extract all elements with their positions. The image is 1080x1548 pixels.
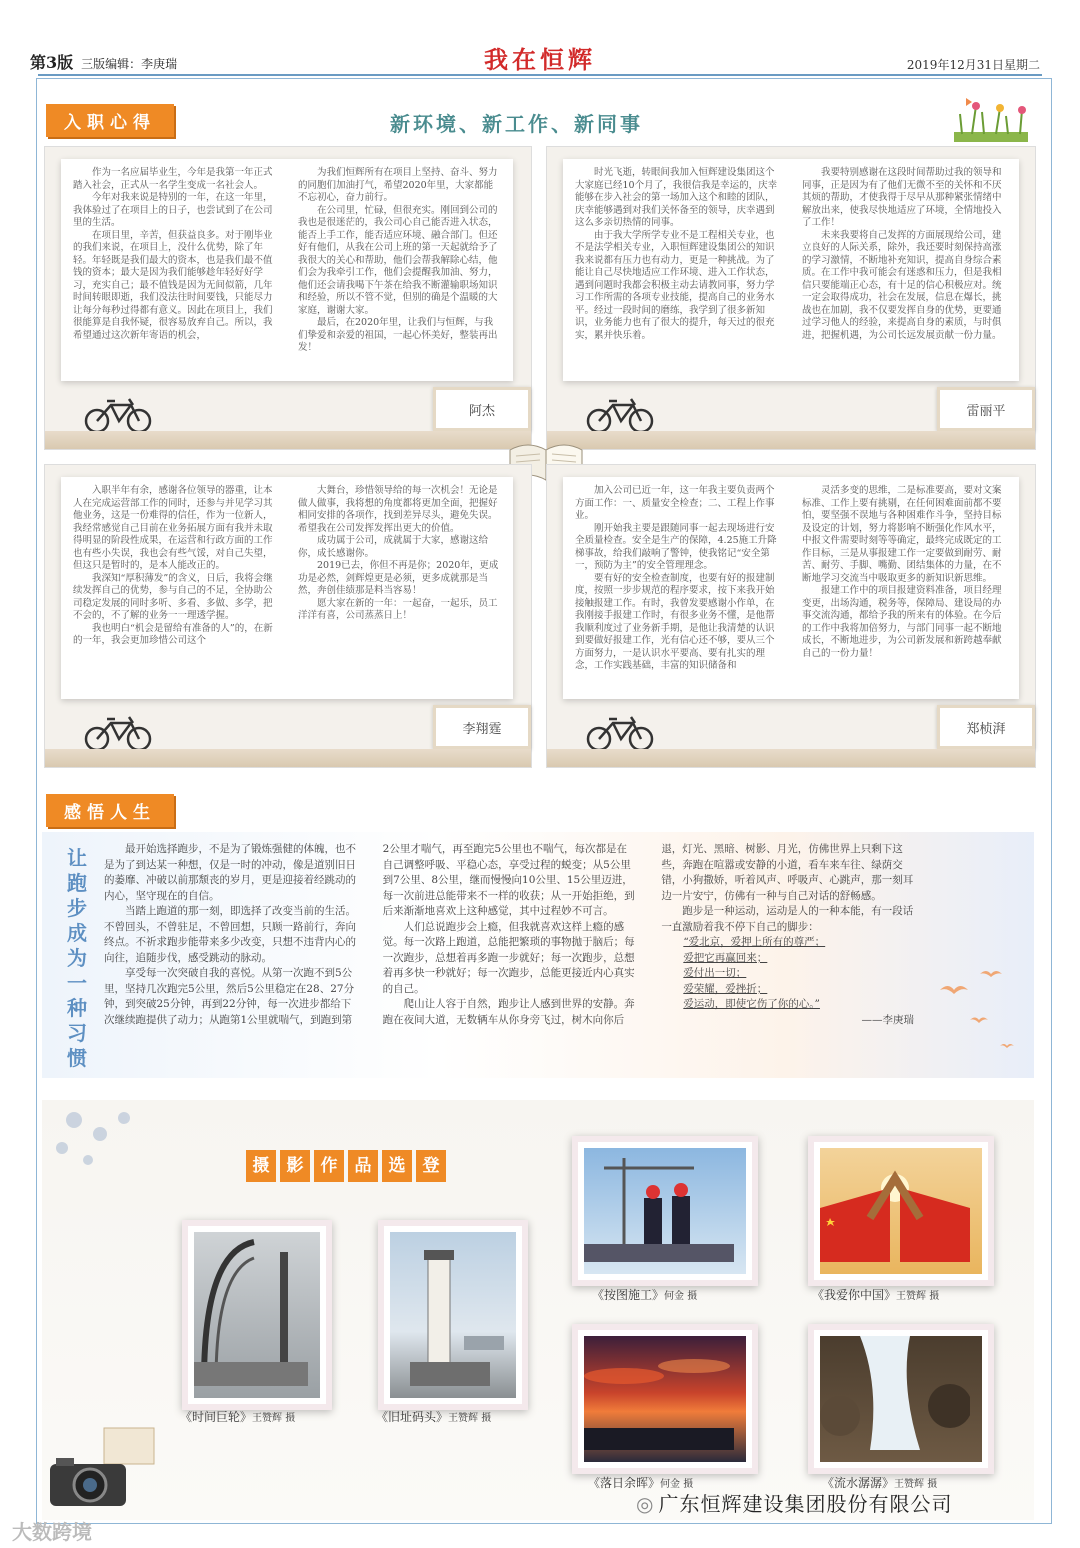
article-board-3 <box>44 464 532 768</box>
bicycle-icon <box>585 713 655 753</box>
poem-line: 爱把它再赢回来； <box>683 951 768 964</box>
photo-caption: 《流水潺潺》王赞辉 摄 <box>822 1476 938 1490</box>
section-tag-reflections: 感悟人生 <box>46 794 174 827</box>
flower-branch-decoration <box>44 1100 164 1180</box>
page-editor: 三版编辑：李庚瑞 <box>81 57 178 71</box>
bicycle-icon <box>585 395 655 435</box>
photo-construction <box>572 1136 758 1286</box>
author-sign: 阿杰 <box>433 387 531 431</box>
article-text-2: 时光飞逝，转眼间我加入恒辉建设集团这个大家庭已经10个月了，我很信我是幸运的，庆幸能够在步入社会的第一场加入这个和睦的团队，庆幸能够遇到对我们关怀备至的领导，庆幸遇到这么多亲切热情的同事。 由于我大学所学专业不是工程相关专业，也不是法学相关专业，入职恒辉建设集团公的知识我来说都有压力也有动力，更是一种挑战。为了能让自己尽快地适应工作环境、进入工作状态，遇到问题时我都会积极主动去请教同事，努力学习工作所需的各项专业技能，提高自己的业务水平。经过一段时间的磨练，我学到了很多新知识，业务能力也有了很大的提升，每天过的很充实，累并快乐着。 我要特别感谢在这段时间帮助过我的领导和同事，正是因为有了他们无微不至的关怀和不厌其烦的帮助，才使我得于尽早从那种紧张情绪中解放出来，使我尽快地适应了环境，全情地投入了工作！ 未来我要将自己发挥的方面展现给公司，建立良好的人际关系，除外，我还要时刻保持高涨的学习激情，不断地补充知识，提高自身综合素质。在工作中我可能会有迷惑和压力，但是我相信只要能端正心态，有十足的信心积极应对。统一定会取得成功，社会在发展，信息在爆长，挑战也在加剧，我不仅要发挥自身的优势，更要通过学习他人的经验，来提高自身的素质，与时俱进，把握机遇，为公司长远发展贡献一份力量。 <box>563 159 1019 381</box>
page-number: 第3版 三版编辑：李庚瑞 <box>30 53 178 72</box>
photo-section-title: 摄 影 作 品 选 登 <box>246 1150 446 1182</box>
photo-caption: 《按图施工》何金 摄 <box>592 1288 698 1302</box>
author-sign: 郑桢湃 <box>937 705 1035 749</box>
photo-sunset <box>572 1324 758 1474</box>
poem-line: 爱运动，即使它伤了你的心。” <box>683 998 820 1010</box>
article-board-1 <box>44 146 532 450</box>
article-board-2 <box>546 146 1036 450</box>
essay-author: ——李庚瑞 <box>861 1013 914 1026</box>
author-sign: 李翔霆 <box>433 705 531 749</box>
photo-caption: 《旧址码头》王赞辉 摄 <box>376 1410 492 1424</box>
camera-decoration <box>44 1420 164 1510</box>
photo-love-china <box>808 1136 994 1286</box>
page-title: 我在恒辉 <box>484 45 596 74</box>
bicycle-icon <box>83 713 153 753</box>
poem-line: “爱北京，爱押上所有的尊严； <box>683 936 826 948</box>
header-rule <box>38 74 1042 76</box>
footer-company: ◎ 广东恒辉建设集团股份有限公司 <box>636 1492 953 1516</box>
wechat-icon: ◎ <box>636 1492 655 1516</box>
article-text-4: 加入公司已近一年，这一年我主要负责两个方面工作：一、质量安全检查；二、工程上作事业。 刚开始我主要是跟随同事一起去现场进行安全质量检查。安全是生产的保障，4.25施工升降梯事故，给我们敲响了警钟，使我铭记“安全第一，预防为主”的安全管理理念。 要有好的安全检查制度，也要有好的报建制度，按照一步步规范的程序要求，按下来我开始接触报建工作。有时，我曾发要感谢小作单，在我刚接手报建工作时，有很多业务不懂，是他帮我顺利度过了业务新手期，是他让我清楚的认识到要做好报建工作，光有信心还不够，要从三个方面努力，一是认识水平要高、要有扎实的理念，工作实践基础，丰富的知识储备和 灵活多变的思维，二是标准要高，要对文案标准、工作上要有挑剔，在任何困难面前都不要怕，要坚强不误地与各种困难作斗争，坚持目标及设定的计划，努力将影响不断强化作风水平，中报文件需要时刻等等确定，最终完成既定的工作目标，三是从事报建工作一定要做到耐劳、耐苦、耐劳、手脚、嘴勤、团结集体的力量，在不断地学习交流当中吸取更多的新知识新思维。 报建工作中的项目报建资料准备，项目经理变更，出场沟通，税务等，保障局、建设局的办事交流沟通，都给予我的所来有的体验。在今后的工作中我将加倍努力，与部门同事一起不断地成长，不断地进步，为公司新发展和新跨越奉献自己的一份力量！ <box>563 477 1019 699</box>
poem-line: 爱荣耀，爱挫折； <box>683 982 768 995</box>
photo-old-pier <box>378 1220 528 1410</box>
section-subtitle: 新环境、新工作、新同事 <box>390 112 643 136</box>
poem-line: 爱付出一切； <box>683 967 747 979</box>
essay-title: 让跑步成为一种习惯 <box>67 846 87 1070</box>
watermark: 大数跨境 <box>12 1520 92 1544</box>
article-board-4 <box>546 464 1036 768</box>
photo-time-wheel <box>182 1220 332 1410</box>
bicycle-icon <box>83 395 153 435</box>
issue-date: 2019年12月31日星期二 <box>906 58 1040 72</box>
photo-caption: 《我爱你中国》王赞辉 摄 <box>812 1288 940 1302</box>
article-text-1: 作为一名应届毕业生，今年是我第一年正式踏入社会，正式从一名学生变成一名社会人。 今年对我来说是特别的一年，在这一年里，我体验过了在项目上的日子，也尝试到了在公司里的生活。 在项目里，辛苦，但获益良多。对于刚毕业的我们来说，在项目上，没什么优势，除了年轻。年轻既是我们最大的资本，也是我们最不值钱的资本；最大是因为我们能够趁年轻好好学习，充实自己；最不值钱是因为无间似箭，几年时间转眼即逝，我们没法往时间要钱，只能尽力让每分每秒过得都有意义。因此在项目上，我们很能算是自我怀疑，很容易放弃自己。所以，我希望通过这次新年寄语的机会， 为我们恒辉所有在项目上坚持、奋斗、努力的同胞们加油打气，希望2020年里，大家都能不忘初心，奋力前行。 在公司里，忙碌，但很充实。刚回到公司的我也是很迷茫的，我公司心自己能否进入状态，能否上手工作，能否适应环境、融合部门。但还好有他们，从我在公司上班的第一天起就给予了我很大的关心和帮助，他们会帮我解除心结，他们会为我牵引工作，他们会提醒我加油、努力，他们还会请我喝下午茶在给我不断灌输职场知识和经验，所以不管不觉，但别的确是个温暖的大家庭，谢谢大家。 最后，在2020年里，让我们与恒辉，与我们挚爱和亲爱的祖国，一起心怀美好，整装再出发！ <box>61 159 513 381</box>
author-sign: 雷丽平 <box>937 387 1035 431</box>
article-text-3: 入职半年有余，感谢各位领导的器重，让本人在完成运营部工作的同时，还参与并见学习其他业务，这是一份难得的信任，作为一位新人，我经常感觉自己目前在业务拓展方面有我并未取得明显的阶段性成果，在运营和行政方面的工作也有些小失误，我也会有些气馁，对自己失望，但这只是暂时的，是本人能改正的。 我深知“厚积薄发”的含义，日后，我将会继续发挥自己的优势，参与自己的不足，全协助公司稳定发展的同时多听、多看、多做、多学，把不会的，不了解的业务一一理透学握。 我也明白“机会是留给有准备的人”的，在新的一年，我会更加珍惜公司这个 大舞台，珍惜领导给的每一次机会！无论是做人做事，我将想的角度都将更加全面，把握好相同安排的各项作，找到差异尽头，避免失误。希望我在公司发挥发挥出更大的价值。 成功属于公司，成就属于大家，感谢这给你，成长感谢你。 2019已去，你但不再是你；2020年，更成功是必然，剑辉煌更是必须，更多成就那是当然，奔创佳绩那是料当容易！ 愿大家在新的一年：一起奋，一起乐，员工洋洋有喜，公司蒸蒸日上！ <box>61 477 513 699</box>
photo-caption: 《时间巨轮》王赞辉 摄 <box>180 1410 296 1424</box>
birds-decoration <box>930 960 1030 1070</box>
grass-flower-decoration <box>952 94 1032 146</box>
photo-caption: 《落日余晖》何金 摄 <box>588 1476 694 1490</box>
essay-text: 最开始选择跑步，不是为了锻炼强健的体魄，也不是为了到达某一种想，仅是一时的冲动，像是道别旧日的萎靡、冲破以前那颓丧的岁月，更是迎接着经跳动的内心，坚守现在的自信。 当踏上跑道的那一刻，即选择了改变当前的生活。不曾回头，不曾驻足，不曾回想，只顾一路前行，奔向终点。不祈求跑步能带来多少改变，只想不违背内心的向往，追随步伐，感受跳动的脉动。 享受每一次突破自我的喜悦。从第一次跑不到5公里，坚持几次跑完5公里，然后5公里稳定在28、27分钟，到突破25分钟，再到22分钟，每一次进步都给下次继续跑提供了动力；从跑第1公里就喘气，到跑到第2公里才喘气，再至跑完5公里也不喘气，每次都是在自己调整呼吸、平稳心态，享受过程的蜕变；从5公里到7公里、8公里，继而慢慢向10公里、15公里迈进，每一次前进总能带来不一样的收获；从一开始拒绝，到后来渐渐地喜欢上这种感觉，其中过程妙不可言。 人们总说跑步会上瘾，但我就喜欢这样上瘾的感觉。每一次路上跑道，总能把繁琐的事物抛于脑后；每一次跑步，总想着再多跑一步就好；每一次跑步，总想着再多快一秒就好；每一次跑步，总能更接近内心真实的自己。 爬山让人容于自然，跑步让人感到世界的安静。奔跑在夜间大道，无数辆车从你身旁飞过，树木向你后退，灯光、黑暗、树影、月光，仿佛世界上只剩下这些，奔跑在喧嚣或安静的小道，看车来车往、绿荫交错，小狗撒娇，听着风声、呼吸声、心跳声，那一刻耳边一片安宁，仿佛有一种与自己对话的舒畅感。 跑步是一种运动，运动是人的一种本能，有一段话一直激励着我不停下自己的脚步： “爱北京，爱押上所有的尊严； 爱把它再赢回来； 爱付出一切； 爱荣耀，爱挫折； 爱运动，即使它伤了你的心。” ——李庚瑞 <box>104 842 914 1064</box>
photo-flowing-water <box>808 1324 994 1474</box>
section-tag-onboarding: 入职心得 <box>46 104 174 137</box>
